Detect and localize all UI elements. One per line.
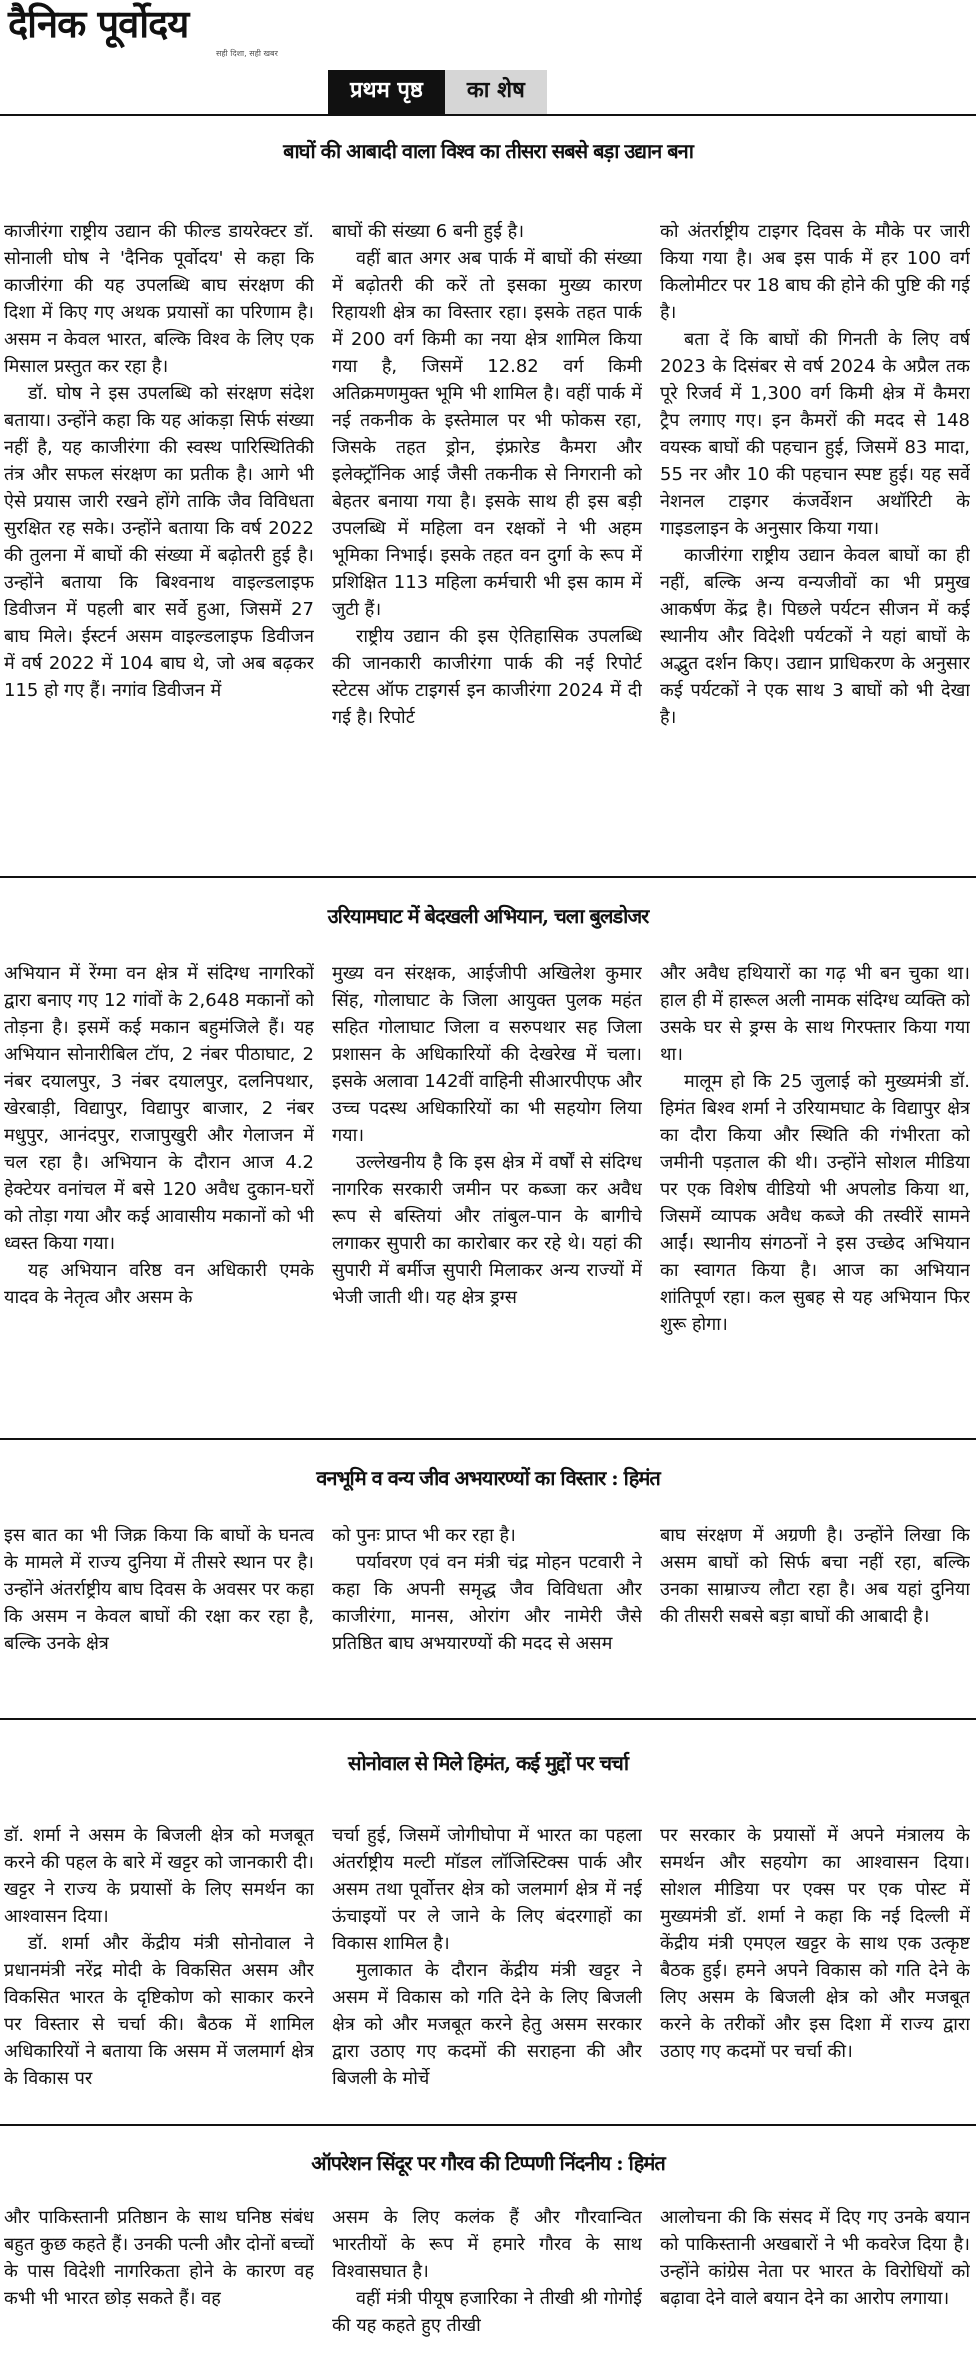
paragraph: उल्लेखनीय है कि इस क्षेत्र में वर्षों से संदिग्ध नागरिक सरकारी जमीन पर कब्जा कर अवैध रूप से बस्तियां और तांबुल-पान के बागीचे लगाकर सुपारी का कारोबार कर रहे थे। यहां की सुपारी में बर्मीज सुपारी मिलाकर अन्य राज्यों में भेजी जाती थी। यह क्षेत्र ड्रग्स [332, 1152, 642, 1308]
story-sonowal-meeting [0, 1722, 976, 2126]
paragraph: डॉ. शर्मा और केंद्रीय मंत्री सोनोवाल ने प्रधानमंत्री नरेंद्र मोदी के विकसित असम और विकसित भारत के दृष्टिकोण को साकार करने पर विस्तार से चर्चा की। बैठक में शामिल अधिकारियों ने बताया कि असम में जलमार्ग क्षेत्र के विकास पर [4, 1933, 314, 2089]
paragraph: मालूम हो कि 25 जुलाई को मुख्यमंत्री डॉ. हिमंत बिश्व शर्मा ने उरियामघाट के विद्यापुर क्षेत्र का दौरा किया और स्थिति की गंभीरता को जमीनी पड़ताल की थी। उन्होंने सोशल मीडिया पर एक विशेष वीडियो भी अपलोड किया था, जिसमें व्यापक अवैध कब्जे की तस्वीरें सामने आईं। स्थानीय संगठनों ने इस उच्छेद अभियान का स्वागत किया है। आज का अभियान शांतिपूर्ण रहा। कल सुबह से यह अभियान फिर शुरू होगा। [660, 1071, 970, 1335]
story-column-1 [4, 1822, 314, 2122]
story-column-3 [660, 1822, 970, 2122]
paragraph: को अंतर्राष्ट्रीय टाइगर दिवस के मौके पर जारी किया गया है। अब इस पार्क में हर 100 वर्ग किलोमीटर पर 18 बाघ की होने की पुष्टि की गई है। [660, 221, 970, 323]
story-column-2 [332, 218, 642, 870]
story-columns [4, 218, 970, 870]
section-tabs [328, 70, 547, 114]
story-forest-expansion [0, 1442, 976, 1722]
paragraph: डॉ. शर्मा ने असम के बिजली क्षेत्र को मजबूत करने की पहल के बारे में खट्टर को जानकारी दी। खट्टर ने राज्य के प्रयासों के लिए समर्थन का आश्वासन दिया। [4, 1825, 314, 1927]
story-divider [0, 2124, 976, 2126]
story-columns [4, 1822, 970, 2122]
paragraph: काजीरंगा राष्ट्रीय उद्यान की फील्ड डायरेक्टर डॉ. सोनाली घोष ने 'दैनिक पूर्वोदय' से कहा कि काजीरंगा की यह उपलब्धि बाघ संरक्षण की दिशा में किए गए अथक प्रयासों का परिणाम है। असम न केवल भारत, बल्कि विश्व के लिए एक मिसाल प्रस्तुत कर रहा है। [4, 221, 314, 377]
story-column-1 [4, 218, 314, 870]
story-column-2 [332, 2204, 642, 2354]
story-column-3 [660, 1522, 970, 1712]
story-column-3 [660, 218, 970, 870]
paragraph: वहीं बात अगर अब पार्क में बाघों की संख्या में बढ़ोतरी की करें तो इसका मुख्य कारण रिहायशी क्षेत्र का विस्तार रहा। इसके तहत पार्क में 200 वर्ग किमी का नया क्षेत्र शामिल किया गया है, जिसमें 12.82 वर्ग किमी अतिक्रमणमुक्त भूमि भी शामिल है। वहीं पार्क में नई तकनीक के इस्तेमाल पर भी फोकस रहा, जिसके तहत ड्रोन, इंफ्रारेड कैमरा और इलेक्ट्रॉनिक आई जैसी तकनीक से निगरानी को बेहतर बनाया गया है। इसके साथ ही इस बड़ी उपलब्धि में महिला वन रक्षकों ने भी अहम भूमिका निभाई। इसके तहत वन दुर्गा के रूप में प्रशिक्षित 113 महिला कर्मचारी भी इस काम में जुटी हैं। [332, 248, 642, 620]
story-column-1 [4, 1522, 314, 1712]
paragraph: पर सरकार के प्रयासों में अपने मंत्रालय के समर्थन और सहयोग का आश्वासन दिया। सोशल मीडिया पर एक्स पर एक पोस्ट में मुख्यमंत्री डॉ. शर्मा ने कहा कि नई दिल्ली में केंद्रीय मंत्री एमएल खट्टर के साथ एक उत्कृष्ट बैठक हुई। हमने अपने विकास को गति देने के लिए असम के बिजली क्षेत्र को और मजबूत करने के तरीकों और इस दिशा में राज्य द्वारा उठाए गए कदमों पर चर्चा की। [660, 1825, 970, 2062]
tab-front-page[interactable]: प्रथम पृष्ठ [328, 70, 445, 114]
paragraph: आलोचना की कि संसद में दिए गए उनके बयान को पाकिस्तानी अखबारों ने भी कवरेज दिया है। उन्होंने कांग्रेस नेता पर भारत के विरोधियों को बढ़ावा देने वाले बयान देने का आरोप लगाया। [660, 2207, 970, 2309]
paragraph: बाघों की संख्या 6 बनी हुई है। [332, 221, 525, 242]
story-headline: वनभूमि व वन्य जीव अभयारण्यों का विस्तार : हिमंत [316, 1466, 660, 1490]
paragraph: पर्यावरण एवं वन मंत्री चंद्र मोहन पटवारी ने कहा कि अपनी समृद्ध जैव विविधता और काजीरंगा, मानस, ओरांग और नामेरी जैसे प्रतिष्ठित बाघ अभयारण्यों की मदद से असम [332, 1552, 642, 1654]
story-tiger-population [0, 120, 976, 878]
story-column-1 [4, 2204, 314, 2354]
paragraph: मुख्य वन संरक्षक, आईजीपी अखिलेश कुमार सिंह, गोलाघाट के जिला आयुक्त पुलक महंत सहित गोलाघाट जिला व सरुपथार सह जिला प्रशासन के अधिकारियों की देखरेख में चला। इसके अलावा 142वीं वाहिनी सीआरपीएफ और उच्च पदस्थ अधिकारियों का भी सहयोग लिया गया। [332, 963, 642, 1146]
paragraph: मुलाकात के दौरान केंद्रीय मंत्री खट्टर ने असम में विकास को गति देने के लिए बिजली क्षेत्र को और मजबूत करने हेतु असम सरकार द्वारा उठाए गए कदमों की सराहना की और बिजली के मोर्चे [332, 1960, 642, 2089]
paragraph: डॉ. घोष ने इस उपलब्धि को संरक्षण संदेश बताया। उन्होंने कहा कि यह आंकड़ा सिर्फ संख्या नहीं है, यह काजीरंगा की स्वस्थ पारिस्थितिकी तंत्र और सफल संरक्षण का प्रतीक है। आगे भी ऐसे प्रयास जारी रखने होंगे ताकि जैव विविधता सुरक्षित रह सके। उन्होंने बताया कि वर्ष 2022 की तुलना में बाघों की संख्या में बढ़ोतरी हुई है। उन्होंने बताया कि बिश्वनाथ वाइल्डलाइफ डिवीजन में पहली बार सर्वे हुआ, जिसमें 27 बाघ मिले। ईस्टर्न असम वाइल्डलाइफ डिवीजन में वर्ष 2022 में 104 बाघ थे, जो अब बढ़कर 115 हो गए हैं। नगांव डिवीजन में [4, 383, 314, 701]
story-columns [4, 960, 970, 1430]
story-eviction-drive [0, 880, 976, 1440]
paragraph: अभियान में रेंग्मा वन क्षेत्र में संदिग्ध नागरिकों द्वारा बनाए गए 12 गांवों के 2,648 मकानों को तोड़ना है। इसमें कई मकान बहुमंजिले हैं। यह अभियान सोनारीबिल टॉप, 2 नंबर पीठाघाट, 2 नंबर दयालपुर, 3 नंबर दयालपुर, दलनिपथार, खेरबाड़ी, विद्यापुर, विद्यापुर बाजार, 2 नंबर मधुपुर, आनंदपुर, राजापुखुरी और गेलाजन में चल रहा है। अभियान के दौरान आज 4.2 हेक्टेयर वनांचल में बसे 120 अवैध दुकान-घरों को तोड़ा गया और कई आवासीय मकानों को भी ध्वस्त किया गया। [4, 963, 314, 1254]
masthead [0, 0, 976, 103]
paragraph: बता दें कि बाघों की गिनती के लिए वर्ष 2023 के दिसंबर से वर्ष 2024 के अप्रैल तक पूरे रिजर्व में 1,300 वर्ग किमी क्षेत्र में कैमरा ट्रैप लगाए गए। इन कैमरों की मदद से 148 वयस्क बाघों की पहचान हुई, जिसमें 83 मादा, 55 नर और 10 की पहचान स्पष्ट हुई। यह सर्वे नेशनल टाइगर कंजर्वेशन अथॉरिटी के गाइडलाइन के अनुसार किया गया। [660, 329, 970, 539]
paragraph: यह अभियान वरिष्ठ वन अधिकारी एमके यादव के नेतृत्व और असम के [4, 1260, 314, 1308]
story-column-2 [332, 960, 642, 1430]
story-columns [4, 2204, 970, 2354]
story-headline: ऑपरेशन सिंदूर पर गौरव की टिप्पणी निंदनीय : हिमंत [311, 2151, 665, 2175]
story-divider [0, 1438, 976, 1440]
story-operation-sindoor [0, 2128, 976, 2359]
paragraph: काजीरंगा राष्ट्रीय उद्यान केवल बाघों का ही नहीं, बल्कि अन्य वन्यजीवों का भी प्रमुख आकर्षण केंद्र है। पिछले पर्यटन सीजन में कई स्थानीय और विदेशी पर्यटकों ने यहां बाघों के अद्भुत दर्शन किए। उद्यान प्राधिकरण के अनुसार कई पर्यटकों ने एक साथ 3 बाघों को भी देखा है। [660, 545, 970, 728]
tab-continued[interactable]: का शेष [445, 70, 547, 114]
paragraph: वहीं मंत्री पीयूष हजारिका ने तीखी श्री गोगोई की यह कहते हुए तीखी [332, 2288, 642, 2336]
logo-tagline: सही दिशा, सही खबर [216, 49, 278, 58]
story-column-1 [4, 960, 314, 1430]
paragraph: और अवैध हथियारों का गढ़ भी बन चुका था। हाल ही में हारूल अली नामक संदिग्ध व्यक्ति को उसके घर से ड्रग्स के साथ गिरफ्तार किया गया था। [660, 963, 970, 1065]
masthead-divider [0, 114, 976, 116]
story-column-3 [660, 2204, 970, 2354]
paragraph: चर्चा हुई, जिसमें जोगीघोपा में भारत का पहला अंतर्राष्ट्रीय मल्टी मॉडल लॉजिस्टिक्स पार्क और असम तथा पूर्वोत्तर क्षेत्र को जलमार्ग क्षेत्र में नई ऊंचाइयों पर ले जाने के लिए बंदरगाहों का विकास शामिल है। [332, 1825, 642, 1954]
story-column-2 [332, 1822, 642, 2122]
story-column-3 [660, 960, 970, 1430]
story-divider [0, 1718, 976, 1720]
paragraph: असम के लिए कलंक हैं और गौरवान्वित भारतीयों के रूप में हमारे गौरव के साथ विश्वासघात है। [332, 2207, 642, 2282]
paragraph: इस बात का भी जिक्र किया कि बाघों के घनत्व के मामले में राज्य दुनिया में तीसरे स्थान पर है। उन्होंने अंतर्राष्ट्रीय बाघ दिवस के अवसर पर कहा कि असम न केवल बाघों की रक्षा कर रहा है, बल्कि उनके क्षेत्र [4, 1525, 314, 1654]
story-headline: सोनोवाल से मिले हिमंत, कई मुद्दों पर चर्चा [347, 1751, 629, 1775]
paragraph: राष्ट्रीय उद्यान की इस ऐतिहासिक उपलब्धि की जानकारी काजीरंगा पार्क की नई रिपोर्ट स्टेटस ऑफ टाइगर्स इन काजीरंगा 2024 में दी गई है। रिपोर्ट [332, 626, 642, 728]
story-divider [0, 876, 976, 878]
newspaper-logo[interactable]: दैनिक पूर्वोदय [8, 1, 189, 46]
story-headline: उरियामघाट में बेदखली अभियान, चला बुलडोजर [327, 904, 649, 928]
story-column-2 [332, 1522, 642, 1712]
story-columns [4, 1522, 970, 1712]
story-headline: बाघों की आबादी वाला विश्व का तीसरा सबसे बड़ा उद्यान बना [283, 139, 693, 163]
paragraph: को पुनः प्राप्त भी कर रहा है। [332, 1525, 516, 1546]
paragraph: बाघ संरक्षण में अग्रणी है। उन्होंने लिखा कि असम बाघों को सिर्फ बचा नहीं रहा, बल्कि उनका साम्राज्य लौटा रहा है। अब यहां दुनिया की तीसरी सबसे बड़ा बाघों की आबादी है। [660, 1525, 970, 1627]
paragraph: और पाकिस्तानी प्रतिष्ठान के साथ घनिष्ठ संबंध बहुत कुछ कहते हैं। उनकी पत्नी और दोनों बच्चों के पास विदेशी नागरिकता होने के कारण वह कभी भी भारत छोड़ सकते हैं। वह [4, 2207, 314, 2309]
